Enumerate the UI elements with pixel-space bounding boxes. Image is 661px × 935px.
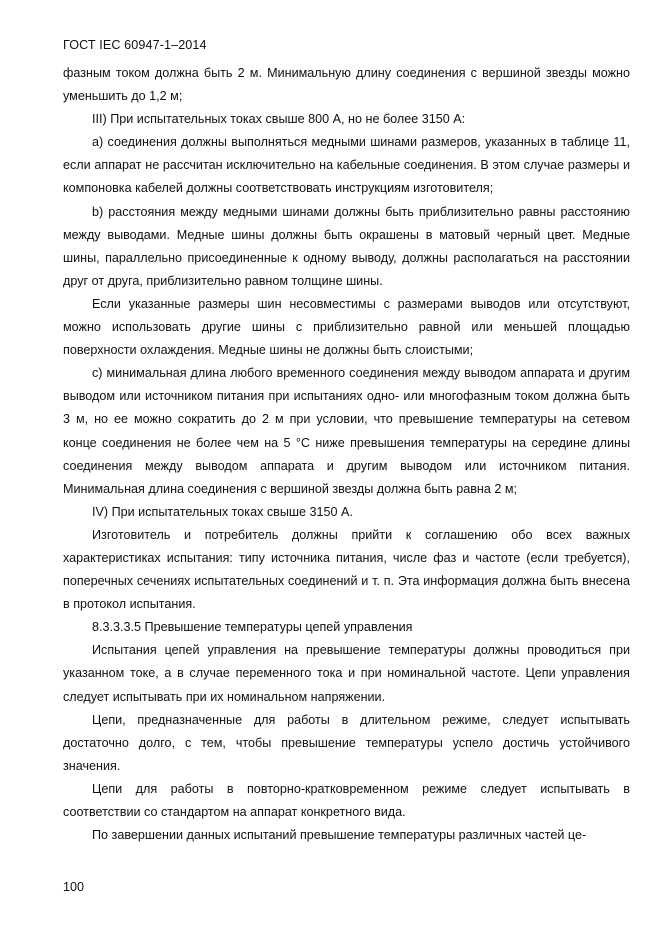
paragraph-agreement: Изготовитель и потребитель должны прийти к соглашению обо всех важных характеристиках испытания: типу источника питания, числе фаз и частоте (если требуется), поперечных сечениях испытательных соединений и т. п. Эта информация должна быть внесена в протокол испытания.	[63, 527, 630, 612]
standard-header: ГОСТ IEC 60947-1–2014	[63, 38, 207, 52]
paragraph-continuous-duty: Цепи, предназначенные для работы в длительном режиме, следует испытывать достаточно долго, с тем, чтобы превышение температуры успело достичь устойчивого значения.	[63, 712, 630, 773]
section-heading-8-3-3-3-5: 8.3.3.3.5 Превышение температуры цепей управления	[92, 620, 413, 635]
paragraph-intermittent-duty: Цепи для работы в повторно-кратковременном режиме следует испытывать в соответствии со стандартом на аппарат конкретного вида.	[63, 781, 630, 819]
page-number: 100	[63, 880, 85, 894]
paragraph-control-circuits: Испытания цепей управления на превышение температуры должны проводиться при указанном токе, а в случае переменного тока и при номинальной частоте. Цепи управления следует испытывать при их номинальном напряжении.	[63, 643, 630, 704]
paragraph-item-iv: IV) При испытательных токах свыше 3150 А.	[92, 504, 353, 519]
paragraph-item-b: b) расстояния между медными шинами должны быть приблизительно равны расстоянию между выводами. Медные шины должны быть окрашены в матовый черный цвет. Медные шины, параллельно присоединенные к одному выводу, должны располагаться на расстоянии друг от друга, приблизительно равном толщине шины.	[63, 204, 630, 288]
paragraph-continuation: фазным током должна быть 2 м. Минимальную длину соединения с вершиной звезды можно уменьшить до 1,2 м;	[63, 66, 630, 104]
paragraph-item-a: а) соединения должны выполняться медными шинами размеров, указанных в таблице 11, если аппарат не рассчитан исключительно на кабельные соединения. В этом случае размеры и компоновка кабелей должны соответствовать инструкциям изготовителя;	[63, 135, 630, 196]
paragraph-bus-note: Если указанные размеры шин несовместимы с размерами выводов или отсутствуют, можно использовать другие шины с приблизительно равной или меньшей площадью поверхности охлаждения. Медные шины не должны быть слоистыми;	[63, 296, 630, 358]
body-text	[63, 62, 630, 847]
paragraph-final: По завершении данных испытаний превышение температуры различных частей це-	[92, 828, 587, 843]
paragraph-item-iii: III) При испытательных токах свыше 800 А, но не более 3150 А:	[92, 112, 466, 127]
paragraph-item-c: с) минимальная длина любого временного соединения между выводом аппарата и другим выводом или источником питания при испытаниях одно- или многофазным током должна быть 3 м, но ее можно сократить до 2 м при условии, что превышение температуры на сетевом конце соединения не более чем на 5 °С ниже превышения температуры на середине длины соединения между выводом аппарата и другим выводом или источником питания. Минимальная длина соединения с вершиной звезды должна быть равна 2 м;	[63, 366, 630, 496]
